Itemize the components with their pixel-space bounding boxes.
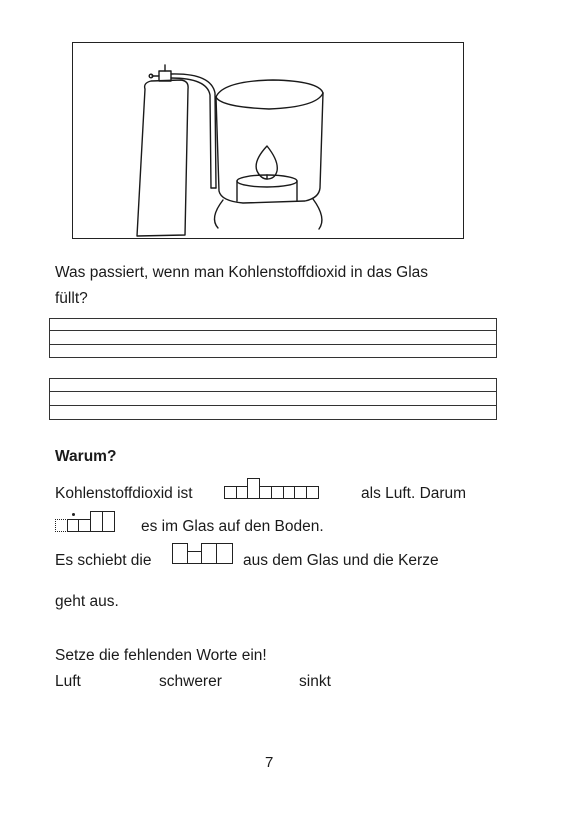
sentence-3-end: aus dem Glas und die Kerze (243, 552, 439, 569)
word-bank-item: Luft (55, 673, 81, 690)
letter-boxes-sinkt[interactable] (55, 511, 114, 532)
page-number: 7 (265, 754, 274, 771)
question-line-2: füllt? (55, 290, 88, 307)
answer-lines-2[interactable] (49, 378, 497, 420)
word-bank-item: sinkt (299, 673, 331, 690)
why-heading: Warum? (55, 448, 117, 465)
candle-glass-co2-bottle-icon (73, 43, 465, 240)
sentence-3-start: Es schiebt die (55, 552, 152, 569)
illustration-frame (72, 42, 464, 239)
instruction: Setze die fehlenden Worte ein! (55, 647, 267, 664)
word-bank-item: schwerer (159, 673, 222, 690)
sentence-1-end: als Luft. Darum (361, 485, 467, 502)
question-line-1: Was passiert, wenn man Kohlenstoffdioxid in das Glas (55, 264, 429, 281)
sentence-1-start: Kohlenstoffdioxid ist (55, 485, 193, 502)
letter-boxes-luft[interactable] (172, 543, 232, 564)
answer-lines-1[interactable] (49, 318, 497, 358)
sentence-2-end: es im Glas auf den Boden. (141, 518, 324, 535)
sentence-4: geht aus. (55, 593, 119, 610)
letter-boxes-schwerer[interactable] (224, 478, 318, 499)
